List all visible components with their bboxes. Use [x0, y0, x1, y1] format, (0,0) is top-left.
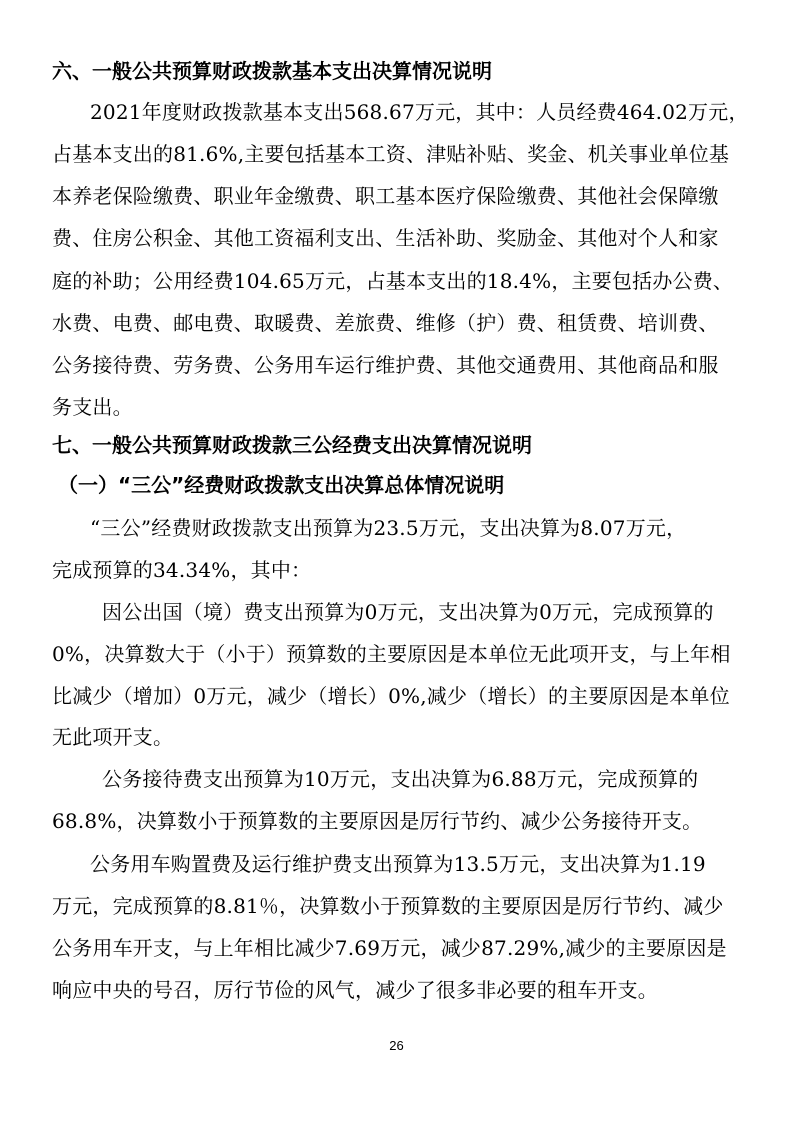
section-6-line-4: 费、住房公积金、其他工资福利支出、生活补助、奖励金、其他对个人和家: [52, 226, 719, 250]
para-3-line-1: 公务接待费支出预算为10万元，支出决算为6.88万元，完成预算的: [102, 767, 699, 791]
section-6-line-5: 庭的补助；公用经费104.65万元，占基本支出的18.4%，主要包括办公费、: [52, 269, 734, 293]
section-6-line-2: 占基本支出的81.6%,主要包括基本工资、津贴补贴、奖金、机关事业单位基: [52, 142, 730, 166]
para-4-line-2: 万元，完成预算的8.81％，决算数小于预算数的主要原因是厉行节约、减少: [52, 894, 724, 918]
section-6-line-8: 务支出。: [52, 395, 133, 419]
para-4-line-3: 公务用车开支，与上年相比减少7.69万元，减少87.29%,减少的主要原因是: [52, 936, 727, 960]
para-2-line-1: 因公出国（境）费支出预算为0万元，支出决算为0万元，完成预算的: [102, 600, 714, 624]
section-6-line-7: 公务接待费、劳务费、公务用车运行维护费、其他交通费用、其他商品和服: [52, 353, 719, 377]
para-4-line-1: 公务用车购置费及运行维护费支出预算为13.5万元，支出决算为1.19: [90, 852, 706, 876]
section-7-heading: 七、一般公共预算财政拨款三公经费支出决算情况说明: [52, 433, 532, 457]
section-6-line-6: 水费、电费、邮电费、取暖费、差旅费、维修（护）费、租赁费、培训费、: [52, 311, 719, 335]
para-3-line-2: 68.8%，决算数小于预算数的主要原因是厉行节约、减少公务接待开支。: [52, 809, 703, 833]
section-6-line-3: 本养老保险缴费、职业年金缴费、职工基本医疗保险缴费、其他社会保障缴: [52, 184, 719, 208]
para-2-line-4: 无此项开支。: [52, 725, 174, 749]
para-2-line-3: 比减少（增加）0万元，减少（增长）0%,减少（增长）的主要原因是本单位: [52, 684, 730, 708]
para-1-line-2: 完成预算的34.34%，其中：: [52, 558, 312, 582]
para-1-line-1: “三公”经费财政拨款支出预算为23.5万元，支出决算为8.07万元，: [90, 516, 687, 540]
para-2-line-2: 0%，决算数大于（小于）预算数的主要原因是本单位无此项开支，与上年相: [52, 642, 731, 666]
section-6-heading: 六、一般公共预算财政拨款基本支出决算情况说明: [52, 59, 492, 83]
page-number: 26: [389, 1038, 404, 1053]
section-7-subheading: （一）“三公”经费财政拨款支出决算总体情况说明: [58, 473, 505, 497]
section-6-line-1: 2021年度财政拨款基本支出568.67万元，其中：人员经费464.02万元，: [90, 100, 749, 124]
para-4-line-4: 响应中央的号召，厉行节俭的风气，减少了很多非必要的租车开支。: [52, 978, 658, 1002]
